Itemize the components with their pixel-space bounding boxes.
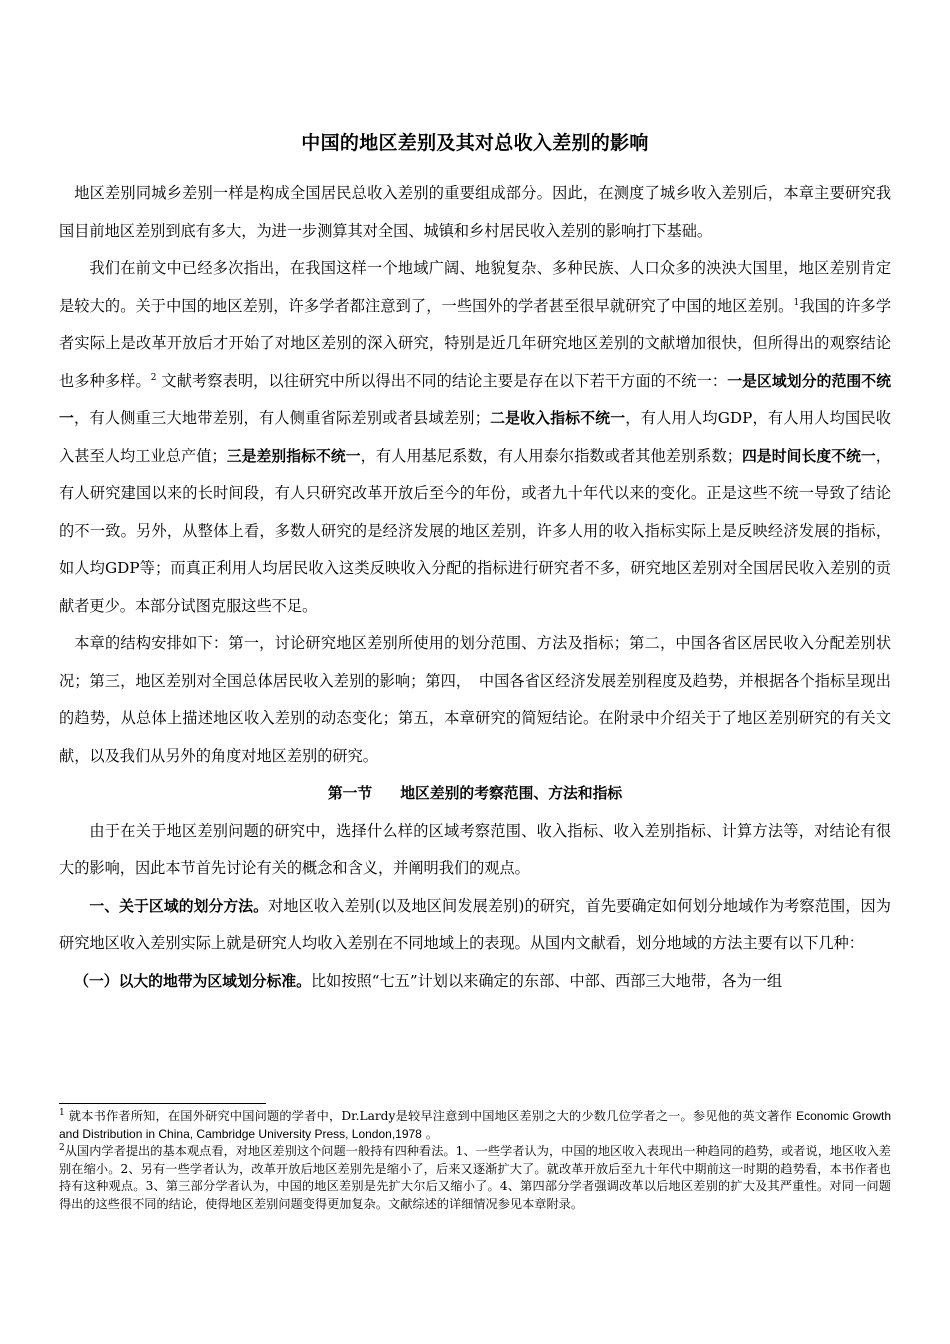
document-body <box>59 175 891 1000</box>
footnote-2-mark: 2 <box>59 1143 65 1154</box>
intro-paragraph: 地区差别同城乡差别一样是构成全国居民总收入差别的重要组成部分。因此，在测度了城乡收入差别后，本章主要研究我国目前地区差别到底有多大，为进一步测算其对全国、城镇和乡村居民收入差别的影响打下基础。 <box>59 184 891 240</box>
point-two-bold: 二是收入指标不统一 <box>489 410 626 427</box>
literature-text-b: 我国的许多学者实际上是改革开放后才开始了对地区差别的深入研究，特别是近几年研究地区差别的文献增加很快，但所得出的观察结论也多种多样。 <box>59 296 892 390</box>
literature-text-f: ，有人用基尼系数，有人用泰尔指数或者其他差别系数； <box>360 446 742 465</box>
footnote-1-citation: Economic Growth and Distribution in China, Cambridge University Press, London,1978 <box>59 1109 891 1141</box>
large-zone-paragraph <box>59 963 891 1001</box>
section-intro-paragraph: 由于在关于地区差别问题的研究中，选择什么样的区域考察范围、收入指标、收入差别指标、计算方法等，对结论有很大的影响，因此本节首先讨论有关的概念和含义，并阐明我们的观点。 <box>59 821 891 877</box>
section-number: 第一节 <box>327 785 373 802</box>
point-one-bold: 一是区域划分的范围不统一 <box>59 372 891 427</box>
page-title: 中国的地区差别及其对总收入差别的影响 <box>301 132 649 154</box>
literature-text-e: ，有人用人均GDP，有人用人均国民收入甚至人均工业总产值； <box>59 409 891 465</box>
point-four-bold: 四是时间长度不统一 <box>741 447 876 465</box>
footnote-separator <box>59 1103 266 1104</box>
large-zone-heading: （一）以大的地带为区域划分标准。 <box>74 972 311 990</box>
footnote-2-text: 从国内学者提出的基本观点看，对地区差别这个问题一般持有四种看法。1、一些学者认为，中国的地区收入表现出一种趋同的趋势，或者说，地区收入差别在缩小。2、另有一些学者认为，改革开放后地区差别先是缩小了，后来又逐渐扩大了。就改革开放后至九十年代中期前这一时期的趋势看，本书作者也持有这种观点。3、第三部分学者认为，中国的地区差别是先扩大尔后又缩小了。4、第四部分学者强调改革以后地区差别的扩大及其严重性。对同一问题得出的这些很不同的结论，使得地区差别问题变得更加复杂。文献综述的详细情况参见本章附录。 <box>59 1144 891 1211</box>
literature-text-g: ，有人研究建国以来的长时间段，有人只研究改革开放后至今的年份，或者九十年代以来的变化。正是这些不统一导致了结论的不一致。另外，从整体上看，多数人研究的是经济发展的地区差别，许多人用的收入指标实际上是反映经济发展的指标，如人均GDP等；而真正利用人均居民收入这类反映收入分配的指标进行研究者不多，研究地区差别对全国居民收入差别的贡献者更少。本部分试图克服这些不足。 <box>59 446 891 615</box>
footnote-2 <box>59 1143 891 1213</box>
footnote-1-mark: 1 <box>59 1107 65 1118</box>
literature-text-d: ，有人侧重三大地带差别，有人侧重省际差别或者县域差别； <box>74 409 490 427</box>
structure-paragraph: 本章的结构安排如下：第一，讨论研究地区差别所使用的划分范围、方法及指标；第二，中国各省区居民收入分配差别状况；第三，地区差别对全国总体居民收入差别的影响；第四， 中国各省区经济发展差别程度及趋势，并根据各个指标呈现出的趋势，从总体上描述地区收入差别的动态变化；第五，本章研究的简短结论。在附录中介绍关于了地区差别研究的有关文献，以及我们从另外的角度对地区差别的研究。 <box>59 634 891 765</box>
point-three-bold: 三是差别指标不统一 <box>226 447 361 465</box>
large-zone-text: 比如按照“七五”计划以来确定的东部、中部、西部三大地带，各为一组 <box>310 971 783 990</box>
section-heading <box>59 775 891 813</box>
literature-text-c: 文献考察表明，以往研究中所以得出不同的结论主要是存在以下若干方面的不统一： <box>156 371 728 390</box>
footnotes <box>59 1108 891 1214</box>
section-title: 地区差别的考察范围、方法和指标 <box>400 785 623 802</box>
footnote-1-text: 就本书作者所知，在国外研究中国问题的学者中，Dr.Lardy是较早注意到中国地区差别之大的少数几位学者之一。参见他的英文著作 <box>64 1109 797 1123</box>
footnote-1 <box>59 1108 891 1143</box>
region-division-paragraph <box>59 888 891 963</box>
literature-paragraph <box>59 250 891 625</box>
region-division-heading: 一、关于区域的划分方法。 <box>89 897 269 915</box>
region-division-text: 对地区收入差别(以及地区间发展差别)的研究，首先要确定如何划分地域作为考察范围，因为研究地区收入差别实际上就是研究人均收入差别在不同地域上的表现。从国内文献看，划分地域的方法主要有以下几种： <box>59 896 891 952</box>
footnote-ref-2[interactable]: 2 <box>150 372 157 383</box>
literature-text-a: 我们在前文中已经多次指出，在我国这样一个地域广阔、地貌复杂、多种民族、人口众多的泱泱大国里，地区差别肯定是较大的。关于中国的地区差别，许多学者都注意到了，一些国外的学者甚至很早就研究了中国的地区差别。 <box>59 259 891 315</box>
footnote-1-tail: 。 <box>421 1126 438 1141</box>
footnote-ref-1[interactable]: 1 <box>793 297 800 308</box>
